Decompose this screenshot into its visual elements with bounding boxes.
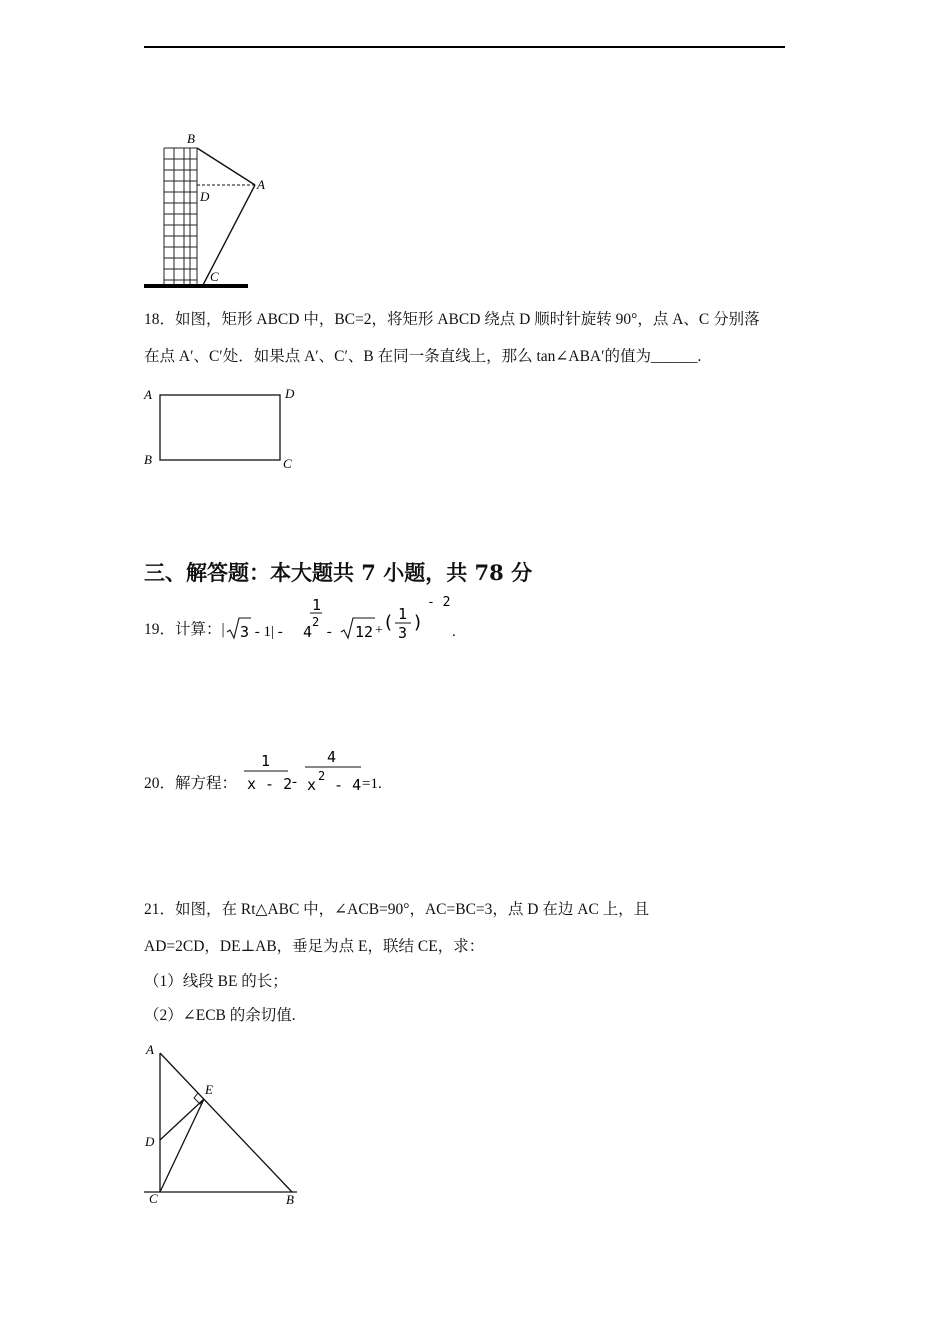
power: - 2 — [427, 595, 451, 610]
q20-prefix: 20．解方程： — [144, 775, 238, 792]
label-A: A — [146, 1042, 154, 1057]
q20-equation — [240, 746, 400, 796]
frac2-den-x: x — [307, 776, 317, 794]
svg-text:): ) — [414, 612, 422, 633]
section-heading: 三、解答题：本大题共 7 小题，共 78 分 — [144, 560, 533, 585]
label-B: B — [286, 1192, 294, 1207]
label-B: B — [187, 131, 195, 146]
label-C: C — [283, 456, 292, 471]
svg-text:(: ( — [385, 612, 393, 633]
q19-prefix: 19．计算：| — [144, 621, 225, 638]
q18-line1: 18．如图，矩形 ABCD 中，BC=2，将矩形 ABCD 绕点 D 顺时针旋转 90°，点 A、C 分别落 — [144, 311, 760, 328]
q20-line — [144, 776, 237, 792]
exp-num: 1 — [312, 596, 322, 614]
frac2-den-rest: - 4 — [325, 776, 362, 794]
header-rule — [144, 46, 785, 48]
frac1-den: x - 2 — [247, 775, 293, 793]
q19-suffix: . — [452, 624, 456, 640]
q19-part1: - 1| - — [251, 624, 287, 640]
label-D: D — [145, 1134, 155, 1149]
sqrt3-radicand: 3 — [240, 623, 250, 641]
q20-minus: - — [292, 774, 297, 790]
q19-minus: - — [323, 624, 336, 640]
q19-plus: + — [375, 623, 383, 638]
figure-q18-rectangle — [140, 383, 305, 475]
base-4: 4 — [303, 623, 313, 641]
label-A: A — [257, 177, 265, 192]
frac2-num: 4 — [327, 748, 337, 766]
frac-num: 1 — [398, 605, 408, 623]
q21-line1: 21．如图，在 Rt△ABC 中，∠ACB=90°，AC=BC=3，点 D 在边 AC 上，且 — [144, 901, 650, 918]
label-D: D — [200, 189, 210, 204]
q20-suffix: =1. — [362, 776, 382, 792]
label-A: A — [144, 387, 152, 402]
frac2-den-exp: 2 — [318, 769, 326, 783]
q19-expression — [223, 594, 463, 646]
frac1-num: 1 — [261, 752, 271, 770]
frac-den: 3 — [398, 624, 408, 642]
exp-den: 2 — [312, 615, 320, 629]
q21-line3: （1）线段 BE 的长； — [144, 973, 288, 990]
q21-line4: （2）∠ECB 的余切值. — [144, 1007, 296, 1024]
sqrt12-radicand: 12 — [355, 623, 374, 641]
q18-line2: 在点 A′、C′处．如果点 A′、C′、B 在同一条直线上，那么 tan∠ABA′的值为______. — [144, 348, 702, 365]
figure-q21-triangle — [140, 1040, 305, 1212]
label-C: C — [210, 269, 219, 284]
label-E: E — [205, 1082, 213, 1097]
label-B: B — [144, 452, 152, 467]
label-C: C — [149, 1191, 158, 1206]
q19-line — [144, 622, 225, 638]
q21-line2: AD=2CD，DE⊥AB，垂足为点 E，联结 CE，求： — [144, 938, 485, 955]
label-D: D — [285, 386, 295, 401]
figure-q17 — [140, 128, 275, 293]
